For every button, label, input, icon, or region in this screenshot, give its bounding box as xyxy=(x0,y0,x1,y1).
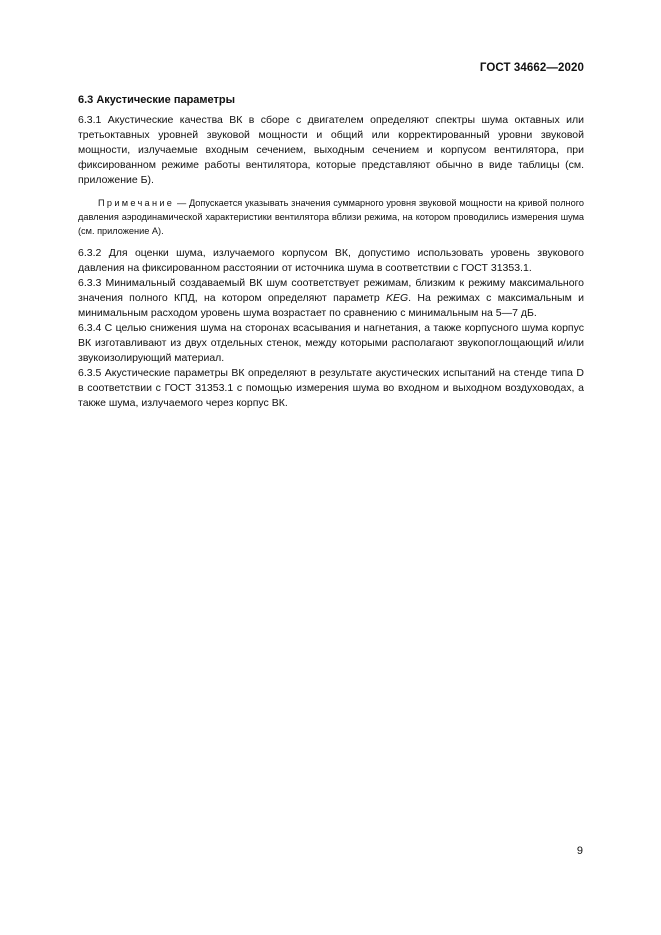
paragraph-6-3-3 xyxy=(78,276,584,321)
paragraph-6-3-5: 6.3.5 Акустические параметры ВК определяют в результате акустических испытаний на стенде типа D в соответствии с ГОСТ 31353.1 с помощью измерения шума во входном и выходном воздуховодах, а также шума, излучаемого через корпус ВК. xyxy=(78,367,584,409)
note-text: — Допускается указывать значения суммарного уровня звуковой мощности на кривой полного давления аэродинамической характеристики вентилятора вблизи режима, на котором проводились измерения шума (см. приложение А). xyxy=(78,198,584,236)
paragraph-6-3-1: 6.3.1 Акустические качества ВК в сборе с двигателем определяют спектры шума октавных или третьоктавных уровней звуковой мощности и общий или корректированный уровни звуковой мощности, излучаемые входным сечением, выходным сечением и корпусом вентилятора, при фиксированном режиме работы вентилятора, которые представляют обычно в виде таблицы (см. приложение Б). xyxy=(78,114,584,186)
paragraph-6-3-2: 6.3.2 Для оценки шума, излучаемого корпусом ВК, допустимо использовать уровень звукового давления на фиксированном расстоянии от источника шума в соответствии с ГОСТ 31353.1. xyxy=(78,247,584,274)
note xyxy=(78,196,584,238)
note-label: Примечание xyxy=(98,198,175,208)
paragraph-6-3-3-part-a: 6.3.3 Минимальный создаваемый ВК шум соответствует режимам, близким к режиму максимального значения полного КПД, на котором определяют параметр xyxy=(78,277,584,304)
document-header-standard: ГОСТ 34662—2020 xyxy=(479,62,584,74)
paragraph-6-3-3-part-b: . На режимах с максимальным и минимальным расходом уровень шума возрастает по сравнению с минимальным на 5—7 дБ. xyxy=(78,292,584,319)
section-title: 6.3 Акустические параметры xyxy=(78,94,236,106)
section-content xyxy=(78,93,584,411)
page-number: 9 xyxy=(576,845,583,857)
paragraph-6-3-4: 6.3.4 С целью снижения шума на сторонах всасывания и нагнетания, а также корпусного шума корпус ВК изготавливают из двух отдельных стенок, между которыми располагают звукопоглощающий и/или звукоизолирующий материал. xyxy=(78,322,584,364)
keg-parameter: KEG xyxy=(385,292,409,304)
